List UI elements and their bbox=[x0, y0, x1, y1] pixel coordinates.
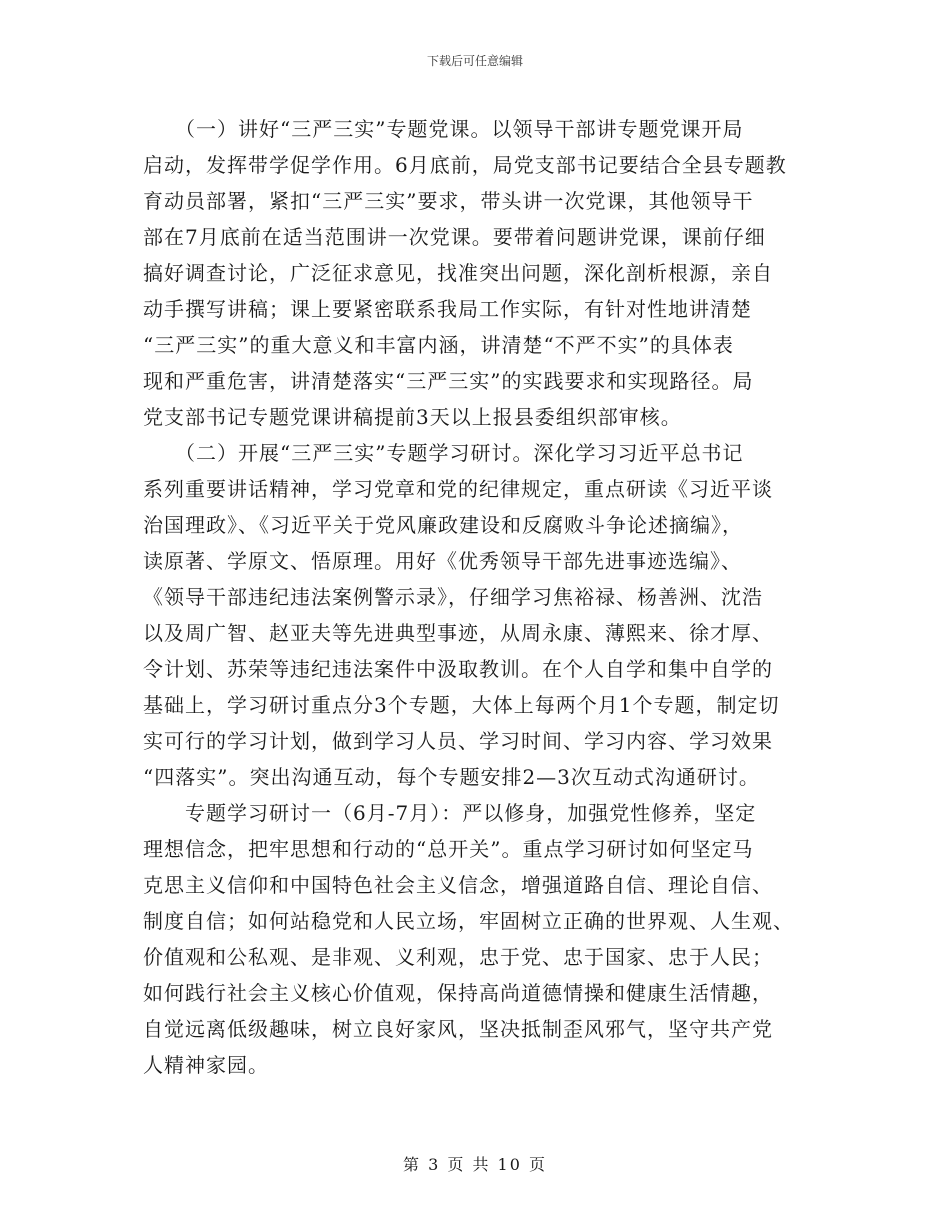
text-line: 价值观和公私观、是非观、义利观，忠于党、忠于国家、忠于人民； bbox=[143, 945, 773, 969]
document-body bbox=[143, 111, 811, 1083]
text-line: 部在7月底前在适当范围讲一次党课。要带着问题讲党课，课前仔细 bbox=[143, 225, 766, 249]
text-line: 令计划、苏荣等违纪违法案件中汲取教训。在个人自学和集中自学的 bbox=[143, 657, 773, 681]
text-line: 党支部书记专题党课讲稿提前3天以上报县委组织部审核。 bbox=[143, 405, 682, 429]
text-line: （一）讲好“三严三实”专题党课。以领导干部讲专题党课开局 bbox=[143, 117, 744, 141]
page-number: 第 3 页 共 10 页 bbox=[403, 1155, 547, 1174]
text-line: 读原著、学原文、悟原理。用好《优秀领导干部先进事迹选编》、 bbox=[143, 549, 742, 573]
text-line: 《领导干部违纪违法案例警示录》，仔细学习焦裕禄、杨善洲、沈浩 bbox=[143, 585, 763, 609]
page-header: 下载后可任意编辑 bbox=[426, 54, 523, 68]
text-line: 专题学习研讨一（6月-7月）：严以修身，加强党性修养，坚定 bbox=[143, 801, 757, 825]
text-line: 育动员部署，紧扣“三严三实”要求，带头讲一次党课，其他领导干 bbox=[143, 189, 754, 213]
text-line: 实可行的学习计划，做到学习人员、学习时间、学习内容、学习效果 bbox=[143, 729, 773, 753]
text-line: 以及周广智、赵亚夫等先进典型事迹，从周永康、薄熙来、徐才厚、 bbox=[143, 621, 773, 645]
text-line: 理想信念，把牢思想和行动的“总开关”。重点学习研讨如何坚定马 bbox=[143, 837, 754, 861]
text-line: 制度自信；如何站稳党和人民立场，牢固树立正确的世界观、人生观、 bbox=[143, 909, 794, 933]
text-line: 自觉远离低级趣味，树立良好家风，坚决抵制歪风邪气，坚守共产党 bbox=[143, 1017, 773, 1041]
text-line: 克思主义信仰和中国特色社会主义信念，增强道路自信、理论自信、 bbox=[143, 873, 773, 897]
text-line: 启动，发挥带学促学作用。6月底前，局党支部书记要结合全县专题教 bbox=[143, 153, 787, 177]
text-line: 系列重要讲话精神，学习党章和党的纪律规定，重点研读《习近平谈 bbox=[143, 477, 773, 501]
text-line: “三严三实”的重大意义和丰富内涵，讲清楚“不严不实”的具体表 bbox=[143, 333, 734, 357]
text-line: 如何践行社会主义核心价值观，保持高尚道德情操和健康生活情趣， bbox=[143, 981, 773, 1005]
text-line: 动手撰写讲稿；课上要紧密联系我局工作实际，有针对性地讲清楚 bbox=[143, 297, 752, 321]
text-line: 人精神家园。 bbox=[143, 1053, 269, 1077]
text-line: 基础上，学习研讨重点分3个专题，大体上每两个月1个专题，制定切 bbox=[143, 693, 780, 717]
text-line: 治国理政》、《习近平关于党风廉政建设和反腐败斗争论述摘编》， bbox=[143, 513, 743, 537]
text-line: （二）开展“三严三实”专题学习研讨。深化学习习近平总书记 bbox=[143, 441, 744, 465]
text-line: “四落实”。突出沟通互动，每个专题安排2—3次互动式沟通研讨。 bbox=[143, 765, 760, 789]
text-line: 搞好调查讨论，广泛征求意见，找准突出问题，深化剖析根源，亲自 bbox=[143, 261, 773, 285]
text-line: 现和严重危害，讲清楚落实“三严三实”的实践要求和实现路径。局 bbox=[143, 369, 754, 393]
